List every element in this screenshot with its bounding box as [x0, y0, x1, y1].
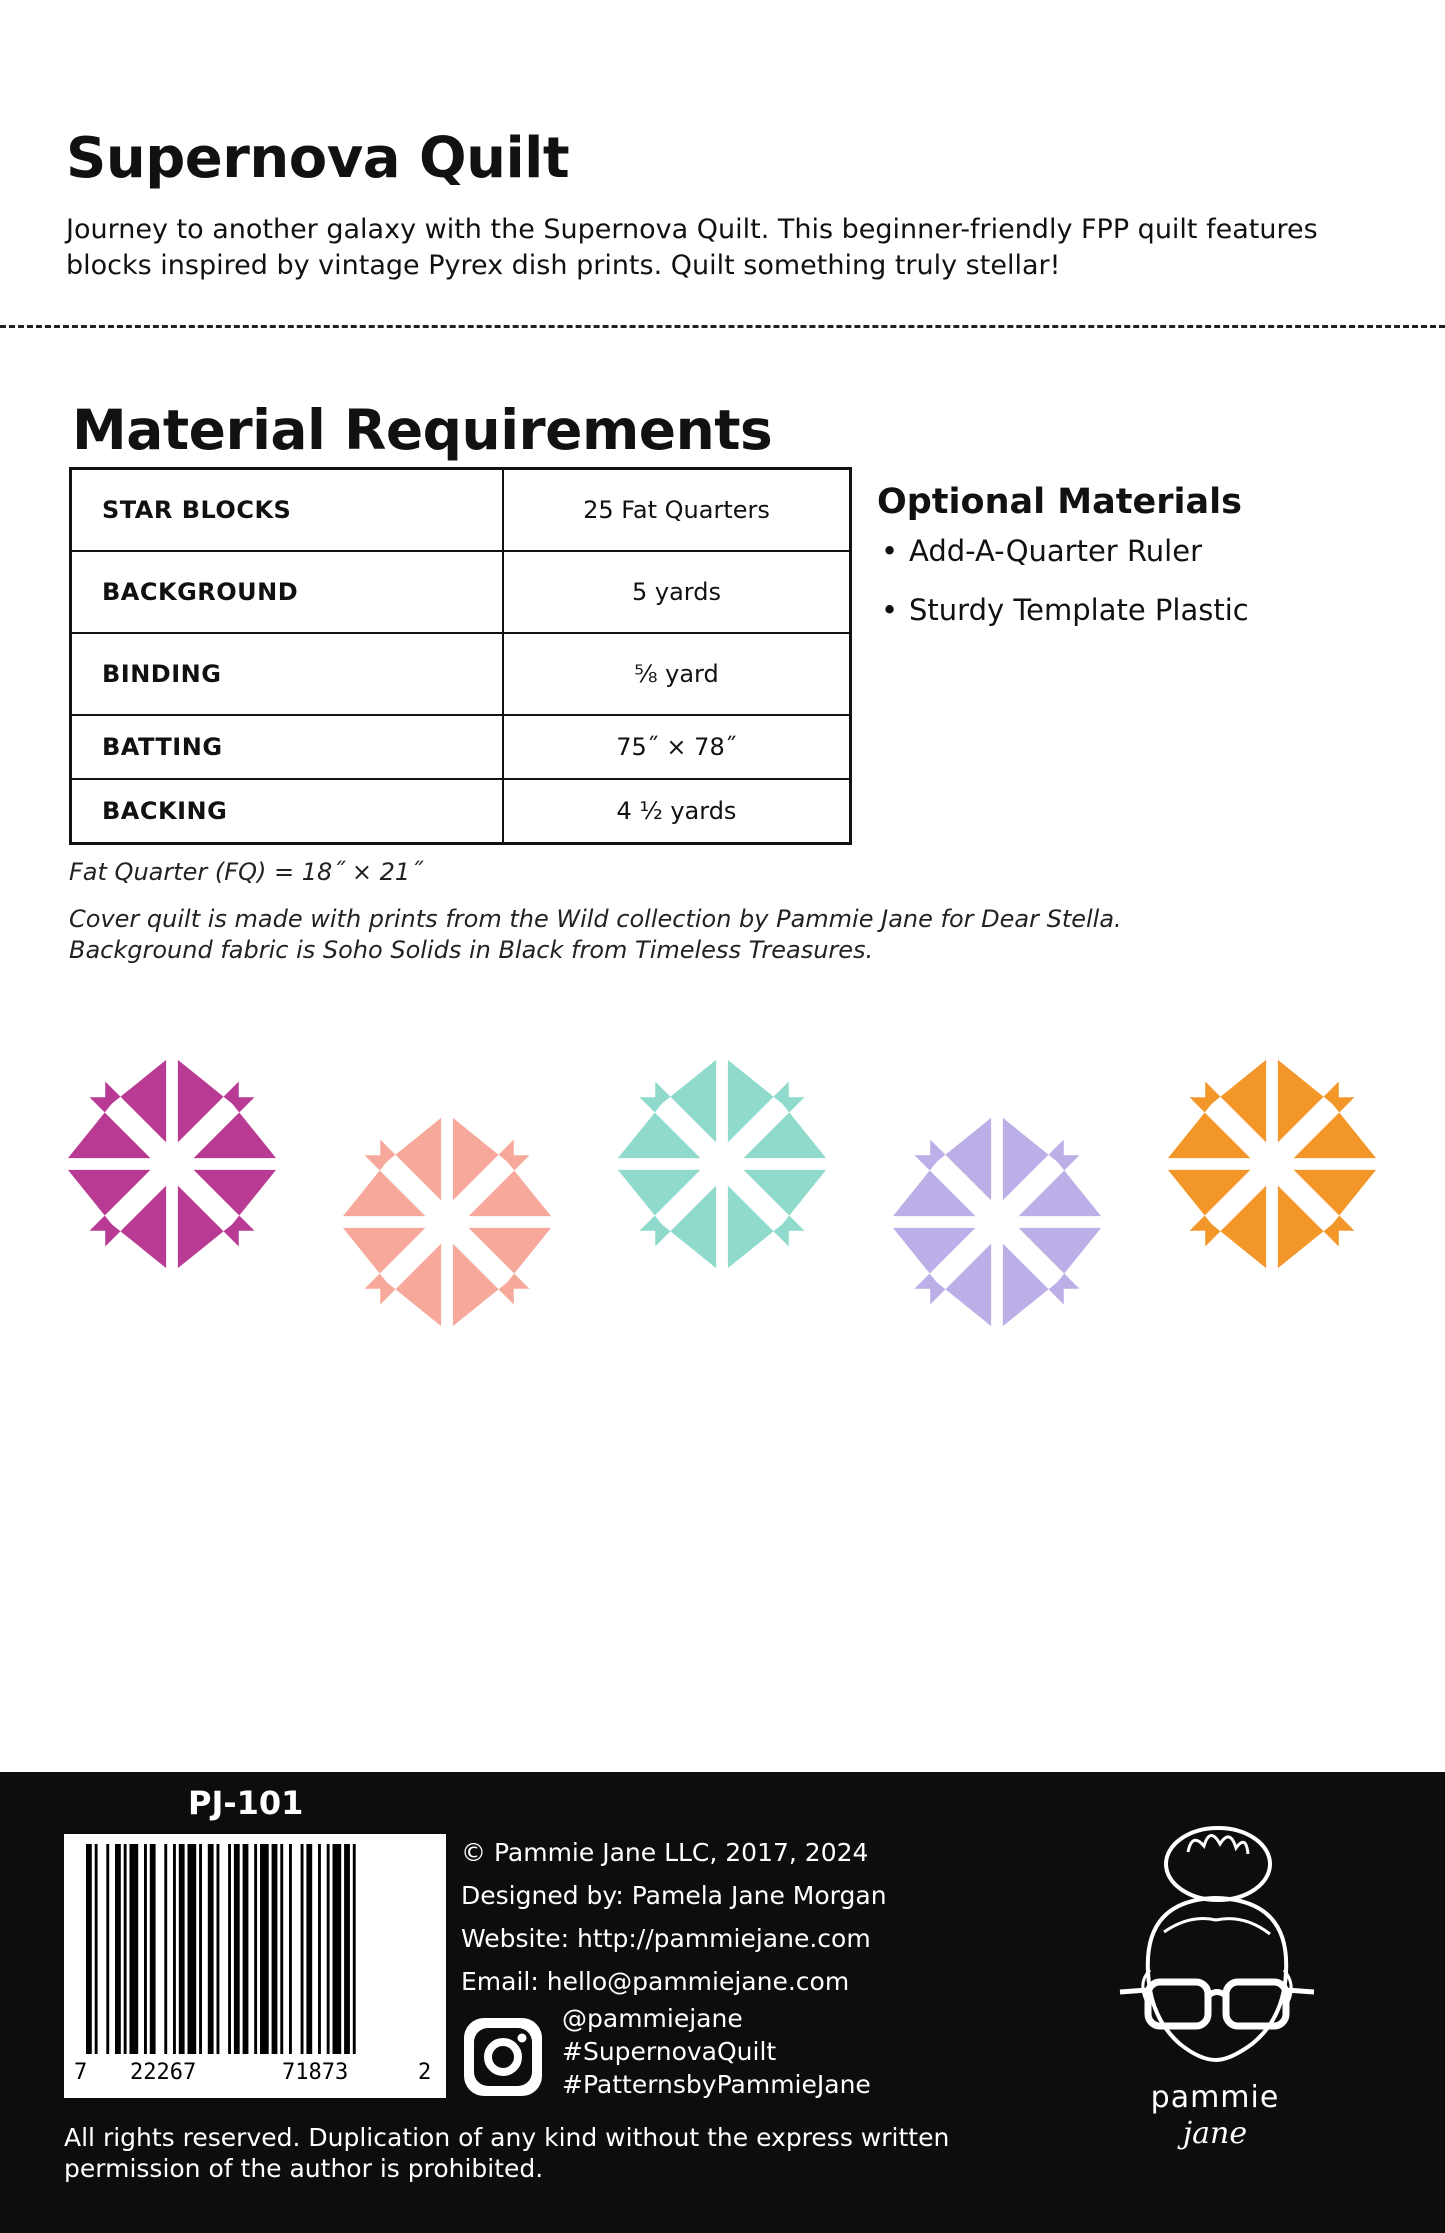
barcode-bar — [333, 1844, 342, 2054]
barcode-bar — [280, 1844, 283, 2054]
star-block-icon — [889, 1114, 1105, 1330]
rights-notice: All rights reserved. Duplication of any kind without the express written permission of the author is prohibited. — [64, 2123, 950, 2183]
social-list — [562, 2004, 871, 2103]
barcode-bar — [173, 1844, 176, 2054]
barcode-bar — [272, 1844, 278, 2054]
barcode-digit: 2 — [418, 2060, 432, 2085]
bullet-icon: • — [881, 534, 899, 568]
pammie-jane-logo — [1080, 1822, 1350, 2182]
table-row — [71, 633, 851, 715]
page-title: Supernova Quilt — [66, 126, 570, 191]
barcode-bar — [115, 1844, 121, 2054]
barcode-bar — [106, 1844, 109, 2054]
row-label: BACKING — [71, 779, 504, 844]
barcode-bar — [289, 1844, 292, 2054]
cover-fabric-note: Cover quilt is made with prints from the Wild collection by Pammie Jane for Dear Stella. Background fabric is Soho Solids in Black from Timeless Treasures. — [69, 905, 1122, 964]
intro-text: Journey to another galaxy with the Supernova Quilt. This beginner-friendly FPP quilt features blocks inspired by vintage Pyrex dish prints. Quilt something truly stellar! — [66, 214, 1318, 281]
logo-text-jane: jane — [1182, 2116, 1248, 2151]
designer-text: Designed by: Pamela Jane Morgan — [461, 1881, 887, 1910]
barcode-bar — [130, 1844, 139, 2054]
barcode-bar — [124, 1844, 127, 2054]
table-row — [71, 779, 851, 844]
table-row — [71, 715, 851, 779]
barcode-bars — [64, 1834, 446, 2098]
barcode-bar — [217, 1844, 220, 2054]
row-label: BINDING — [71, 633, 504, 715]
material-requirements-table — [69, 467, 852, 845]
material-requirements-heading: Material Requirements — [72, 398, 773, 462]
instagram-handle[interactable]: @pammiejane — [562, 2004, 743, 2033]
barcode-bar — [164, 1844, 167, 2054]
optional-materials-heading: Optional Materials — [877, 482, 1242, 522]
barcode-bar — [306, 1844, 312, 2054]
dashed-divider — [0, 325, 1445, 328]
barcode-bar — [95, 1844, 98, 2054]
instagram-icon — [461, 2015, 545, 2099]
barcode-bar — [86, 1844, 92, 2054]
row-value: 25 Fat Quarters — [503, 469, 851, 552]
row-value: 4 ½ yards — [503, 779, 851, 844]
barcode-bar — [260, 1844, 269, 2054]
barcode-bar — [234, 1844, 240, 2054]
optional-materials-list — [877, 534, 1249, 652]
bullet-icon: • — [881, 593, 899, 627]
barcode-bar — [188, 1844, 197, 2054]
star-block-icon — [1164, 1056, 1380, 1272]
barcode — [64, 1834, 446, 2098]
star-block-icon — [614, 1056, 830, 1272]
barcode-bar — [318, 1844, 321, 2054]
barcode-digit: 7 — [74, 2060, 88, 2085]
row-label: STAR BLOCKS — [71, 469, 504, 552]
list-item-label: Add-A-Quarter Ruler — [909, 534, 1203, 568]
star-block-icon — [339, 1114, 555, 1330]
barcode-bar — [208, 1844, 214, 2054]
star-block-icon — [64, 1056, 280, 1272]
barcode-bar — [353, 1844, 356, 2054]
table-row — [71, 469, 851, 552]
barcode-bar — [301, 1844, 304, 2054]
barcode-bar — [254, 1844, 257, 2054]
barcode-bar — [150, 1844, 156, 2054]
row-value: ⅝ yard — [503, 633, 851, 715]
barcode-bar — [228, 1844, 231, 2054]
list-item-label: Sturdy Template Plastic — [909, 593, 1249, 627]
row-label: BATTING — [71, 715, 504, 779]
email-link[interactable]: Email: hello@pammiejane.com — [461, 1967, 850, 1996]
table-row — [71, 551, 851, 633]
barcode-digits: 22267 — [130, 2060, 197, 2085]
row-label: BACKGROUND — [71, 551, 504, 633]
list-item — [877, 534, 1249, 593]
logo-text-pammie: pammie — [1150, 2080, 1280, 2115]
hashtag-supernova: #SupernovaQuilt — [562, 2037, 777, 2066]
barcode-bar — [199, 1844, 202, 2054]
barcode-bar — [344, 1844, 350, 2054]
barcode-bar — [243, 1844, 249, 2054]
website-link[interactable]: Website: http://pammiejane.com — [461, 1924, 871, 1953]
product-code: PJ-101 — [188, 1784, 304, 1822]
hashtag-patterns: #PatternsbyPammieJane — [562, 2070, 871, 2099]
row-value: 5 yards — [503, 551, 851, 633]
barcode-bar — [144, 1844, 147, 2054]
logo-portrait-icon — [1080, 1822, 1350, 2082]
barcode-bar — [179, 1844, 185, 2054]
barcode-bar — [327, 1844, 330, 2054]
row-value: 75˝ × 78˝ — [503, 715, 851, 779]
fat-quarter-note: Fat Quarter (FQ) = 18˝ × 21˝ — [69, 858, 423, 886]
copyright-text: © Pammie Jane LLC, 2017, 2024 — [461, 1838, 869, 1867]
credits-list — [461, 1838, 887, 2010]
list-item — [877, 593, 1249, 652]
footer — [0, 1772, 1445, 2233]
barcode-digits: 71873 — [282, 2060, 349, 2085]
